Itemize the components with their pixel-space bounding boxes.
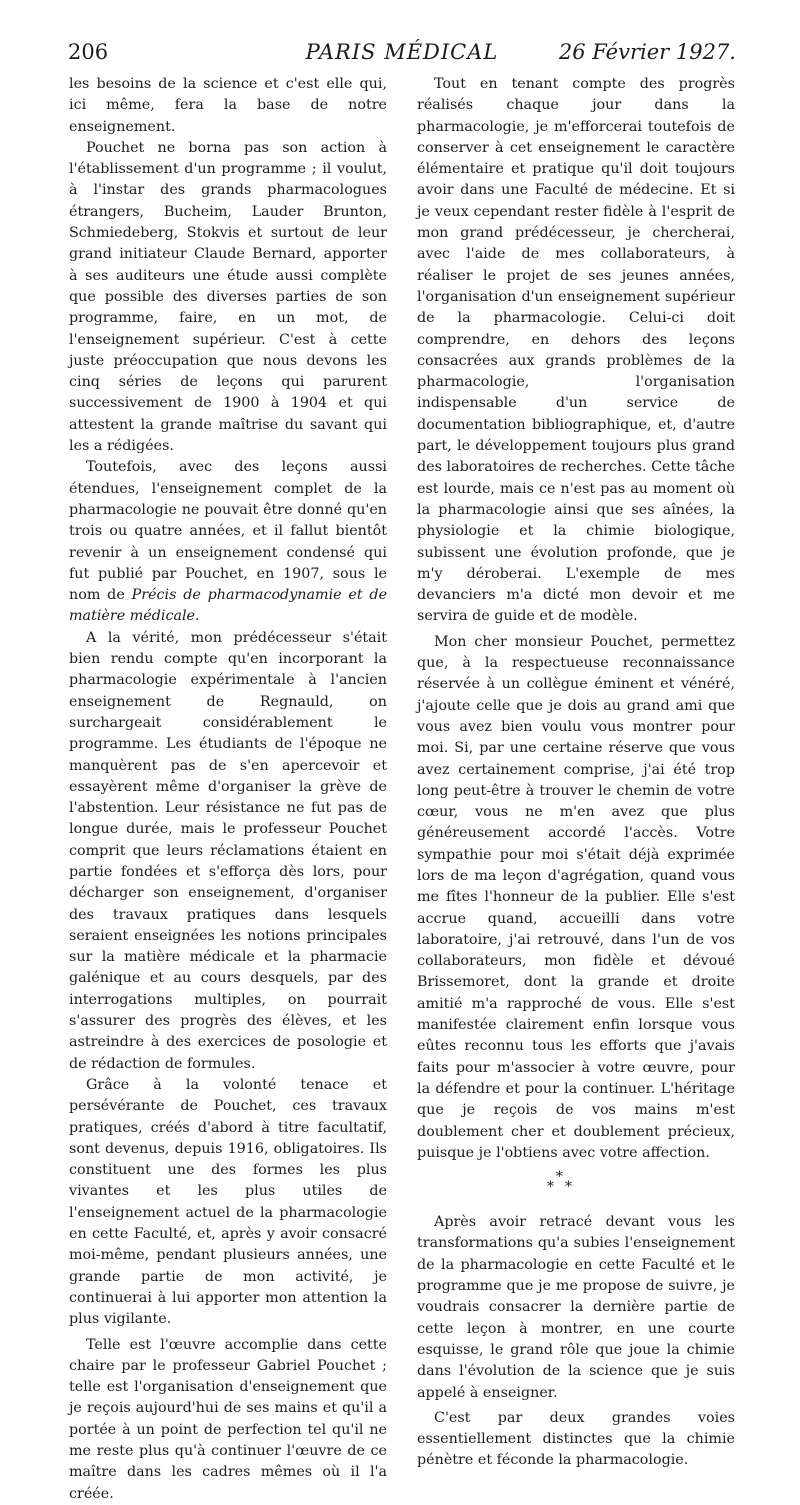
page-number: 206 bbox=[68, 40, 109, 64]
asterisk: * bbox=[556, 1169, 563, 1186]
section-separator bbox=[417, 1164, 735, 1212]
paragraph: Mon cher monsieur Pouchet, permettez que, à la respectueuse reconnaissance réservée à un collègue éminent et vénéré, j'ajoute celle que je dois au grand ami que vous avez bien voulu vous montrer pour moi. Si, par une certaine réserve que vous avez certainement comprise, j'ai été trop long peut-être à trouver le chemin de votre cœur, vous ne m'en avez que plus généreusement accordé l'accès. Votre sympathie pour moi s'était déjà exprimée lors de ma leçon d'agrégation, quand vous me fîtes l'honneur de la publier. Elle s'est accrue quand, accueilli dans votre laboratoire, j'ai retrouvé, dans l'un de vos collaborateurs, mon fidèle et dévoué Brissemoret, dont la grande et droite amitié m'a rapproché de vous. Elle s'est manifestée clairement enfin lorsque vous eûtes reconnu tous les efforts que j'avais faits pour m'associer à votre œuvre, pour la défendre et pour la continuer. L'héritage que je reçois de vos mains m'est doublement cher et doublement précieux, puisque je l'obtiens avec votre affection. bbox=[417, 633, 735, 1161]
journal-title: PARIS MÉDICAL bbox=[305, 40, 499, 64]
paragraph: Pouchet ne borna pas son action à l'établissement d'un programme ; il voulut, à l'instar des grands pharmacologues étrangers, Bucheim, Lauder Brunton, Schmiedeberg, Stokvis et surtout de leur grand initiateur Claude Bernard, apporter à ses auditeurs une étude aussi complète que possible des diverses parties de son programme, faire, en un mot, de l'enseignement supérieur. C'est à cette juste préoccupation que nous devons les cinq séries de leçons qui parurent successivement de 1900 à 1904 et qui attestent la grande maîtrise du savant qui les a rédigées. bbox=[69, 139, 387, 455]
running-header bbox=[68, 40, 736, 68]
book-title: Précis de pharmacodynamie et de matière médicale bbox=[69, 587, 388, 625]
asterisk: * bbox=[547, 1179, 554, 1196]
issue-date: 26 Février 1927. bbox=[558, 40, 736, 64]
paragraph: Tout en tenant compte des progrès réalisés chaque jour dans la pharmacologie, je m'efforcerai toutefois de conserver à cet enseignement le caractère élémentaire et pratique qu'il doit toujours avoir dans une Faculté de médecine. Et si je veux cependant rester fidèle à l'esprit de mon grand prédécesseur, je chercherai, avec l'aide de mes collaborateurs, à réaliser le projet de ses jeunes années, l'organisation d'un enseignement supérieur de la pharmacologie. Celui-ci doit comprendre, en dehors des leçons consacrées aux grands problèmes de la pharmacologie, l'organisation indispensable d'un service de documentation bibliographique, et, d'autre part, le développement toujours plus grand des laboratoires de recherches. Cette tâche est lourde, mais ce n'est pas au moment où la pharmacologie ainsi que ses aînées, la physiologie et la chimie biologique, subissent une évolution profonde, que je m'y déroberai. L'exemple de mes devanciers m'a dicté mon devoir et me servira de guide et de modèle. bbox=[417, 76, 735, 625]
paragraph bbox=[69, 457, 387, 627]
asterisk: * bbox=[565, 1179, 572, 1196]
paragraph: Après avoir retracé devant vous les transformations qu'a subies l'enseignement de la pharmacologie en cette Faculté et le programme que je me propose de suivre, je voudrais consacrer la dernière partie de cette leçon à montrer, en une courte esquisse, le grand rôle que joue la chimie dans l'évolution de la science que je suis appelé à enseigner. bbox=[417, 1214, 735, 1401]
paragraph: C'est par deux grandes voies essentiellement distinctes que la chimie pénètre et féconde la pharmacologie. bbox=[417, 1409, 735, 1469]
right-column bbox=[417, 74, 735, 1472]
paragraph: les besoins de la science et c'est elle qui, ici même, fera la base de notre enseignement. bbox=[69, 76, 387, 135]
left-column bbox=[69, 74, 387, 1505]
paragraph: A la vérité, mon prédécesseur s'était bien rendu compte qu'en incorporant la pharmacologie expérimentale à l'ancien enseignement de Regnauld, on surchargeait considérablement le programme. Les étudiants de l'époque ne manquèrent pas de s'en apercevoir et essayèrent même d'organiser la grève de l'abstention. Leur résistance ne fut pas de longue durée, mais le professeur Pouchet comprit que leurs réclamations étaient en partie fondées et s'efforça dès lors, pour décharger son enseignement, d'organiser des travaux pratiques dans lesquels seraient enseignées les notions principales sur la matière médicale et la pharmacie galénique et au cours desquels, par des interrogations multiples, on pourrait s'assurer des progrès des élèves, et les astreindre à des exercices de posologie et de rédaction de formules. bbox=[69, 629, 387, 1072]
paragraph-end: . bbox=[195, 608, 200, 625]
paragraph: Telle est l'œuvre accomplie dans cette chaire par le professeur Gabriel Pouchet ; telle est l'organisation d'enseignement que je reçois aujourd'hui de ses mains et qu'il a portée à un point de perfection tel qu'il ne me reste plus qu'à continuer l'œuvre de ce maître dans les cadres mêmes où il l'a créée. bbox=[69, 1336, 387, 1502]
paragraph: Grâce à la volonté tenace et persévérante de Pouchet, ces travaux pratiques, créés d'abord à titre facultatif, sont devenus, depuis 1916, obligatoires. Ils constituent une des formes les plus vivantes et les plus utiles de l'enseignement actuel de la pharmacologie en cette Faculté, et, après y avoir consacré moi-même, pendant plusieurs années, une grande partie de mon activité, je continuerai à lui apporter mon attention la plus vigilante. bbox=[69, 1076, 387, 1328]
paragraph-text: Toutefois, avec des leçons aussi étendues, l'enseignement complet de la pharmacologie ne pouvait être donné qu'en trois ou quatre années, et il fallut bientôt revenir à un enseignement condensé qui fut publié par Pouchet, en 1907, sous le nom de bbox=[69, 459, 387, 604]
